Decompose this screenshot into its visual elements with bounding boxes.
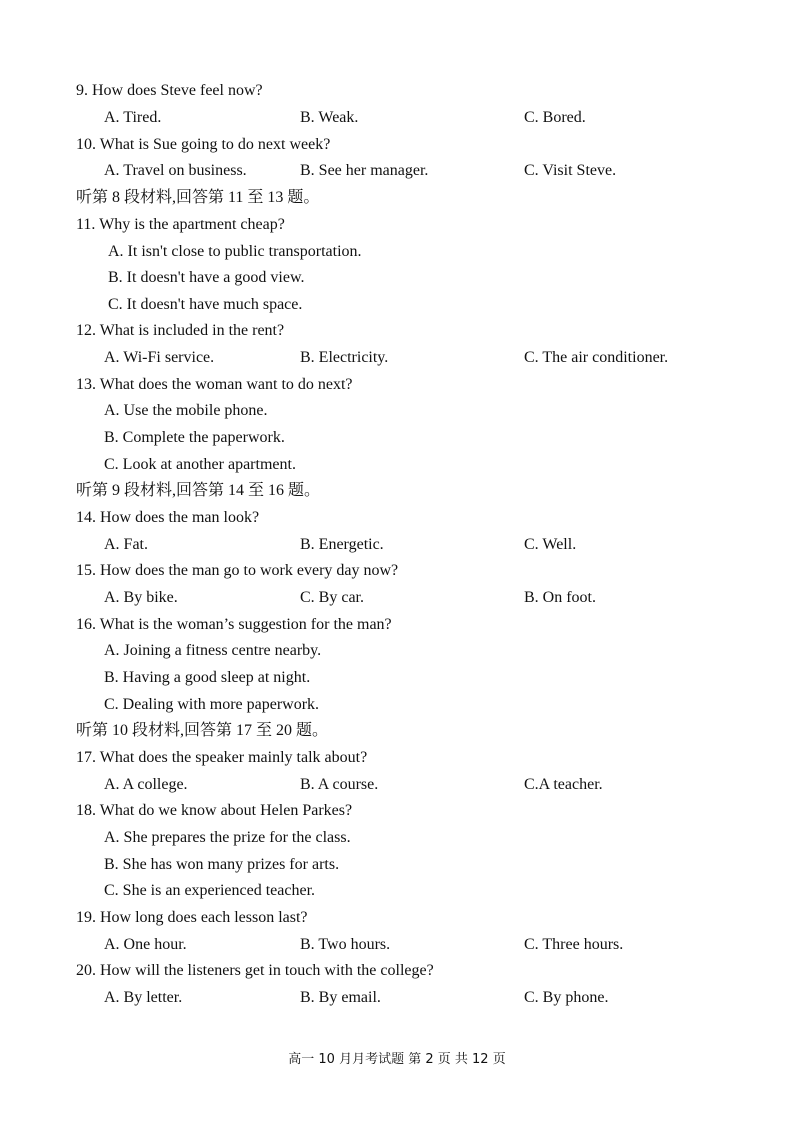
question-11-option-c: C. It doesn't have much space. — [108, 296, 303, 313]
question-16-option-c: C. Dealing with more paperwork. — [104, 696, 320, 713]
question-14-stem: 14. How does the man look? — [76, 509, 260, 526]
question-12-option-a: A. Wi-Fi service. — [104, 349, 215, 366]
question-15-option-3: B. On foot. — [524, 589, 596, 606]
question-18-option-a: A. She prepares the prize for the class. — [104, 829, 351, 846]
question-19-option-a: A. One hour. — [104, 936, 187, 953]
question-20-stem: 20. How will the listeners get in touch with the college? — [76, 962, 434, 979]
question-12-stem: 12. What is included in the rent? — [76, 322, 285, 339]
question-18-stem: 18. What do we know about Helen Parkes? — [76, 802, 353, 819]
question-13-option-a: A. Use the mobile phone. — [104, 402, 268, 419]
question-19-option-c: C. Three hours. — [524, 936, 624, 953]
question-17-stem: 17. What does the speaker mainly talk about? — [76, 749, 368, 766]
question-10-option-c: C. Visit Steve. — [524, 162, 617, 179]
question-20-option-a: A. By letter. — [104, 989, 183, 1006]
question-10-option-b: B. See her manager. — [300, 162, 429, 179]
question-11-option-a: A. It isn't close to public transportation. — [108, 243, 362, 260]
section-9-instruction: 听第 9 段材料,回答第 14 至 16 题。 — [76, 482, 321, 499]
question-18-option-c: C. She is an experienced teacher. — [104, 882, 316, 899]
question-18-option-b: B. She has won many prizes for arts. — [104, 856, 340, 873]
question-16-stem: 16. What is the woman’s suggestion for the man? — [76, 616, 392, 633]
page-footer: 高一 10 月月考试题 第 2 页 共 12 页 — [288, 1052, 506, 1067]
question-17-option-c: C.A teacher. — [524, 776, 603, 793]
question-14-option-b: B. Energetic. — [300, 536, 384, 553]
question-11-stem: 11. Why is the apartment cheap? — [76, 216, 285, 233]
question-10-option-a: A. Travel on business. — [104, 162, 247, 179]
question-15-stem: 15. How does the man go to work every day now? — [76, 562, 399, 579]
section-8-instruction: 听第 8 段材料,回答第 11 至 13 题。 — [76, 189, 320, 206]
question-20-option-b: B. By email. — [300, 989, 381, 1006]
question-13-option-c: C. Look at another apartment. — [104, 456, 296, 473]
question-16-option-a: A. Joining a fitness centre nearby. — [104, 642, 322, 659]
question-13-stem: 13. What does the woman want to do next? — [76, 376, 353, 393]
question-9-option-b: B. Weak. — [300, 109, 359, 126]
question-13-option-b: B. Complete the paperwork. — [104, 429, 285, 446]
question-17-option-b: B. A course. — [300, 776, 379, 793]
question-14-option-a: A. Fat. — [104, 536, 148, 553]
question-11-option-b: B. It doesn't have a good view. — [108, 269, 305, 286]
question-15-option-a: A. By bike. — [104, 589, 178, 606]
question-14-option-c: C. Well. — [524, 536, 577, 553]
question-20-option-c: C. By phone. — [524, 989, 609, 1006]
question-12-option-b: B. Electricity. — [300, 349, 389, 366]
section-10-instruction: 听第 10 段材料,回答第 17 至 20 题。 — [76, 722, 329, 739]
question-9-stem: 9. How does Steve feel now? — [76, 82, 263, 99]
question-15-option-2: C. By car. — [300, 589, 364, 606]
question-19-stem: 19. How long does each lesson last? — [76, 909, 308, 926]
question-9-option-a: A. Tired. — [104, 109, 162, 126]
question-9-option-c: C. Bored. — [524, 109, 586, 126]
question-16-option-b: B. Having a good sleep at night. — [104, 669, 311, 686]
question-10-stem: 10. What is Sue going to do next week? — [76, 136, 331, 153]
question-17-option-a: A. A college. — [104, 776, 188, 793]
question-12-option-c: C. The air conditioner. — [524, 349, 669, 366]
question-19-option-b: B. Two hours. — [300, 936, 391, 953]
